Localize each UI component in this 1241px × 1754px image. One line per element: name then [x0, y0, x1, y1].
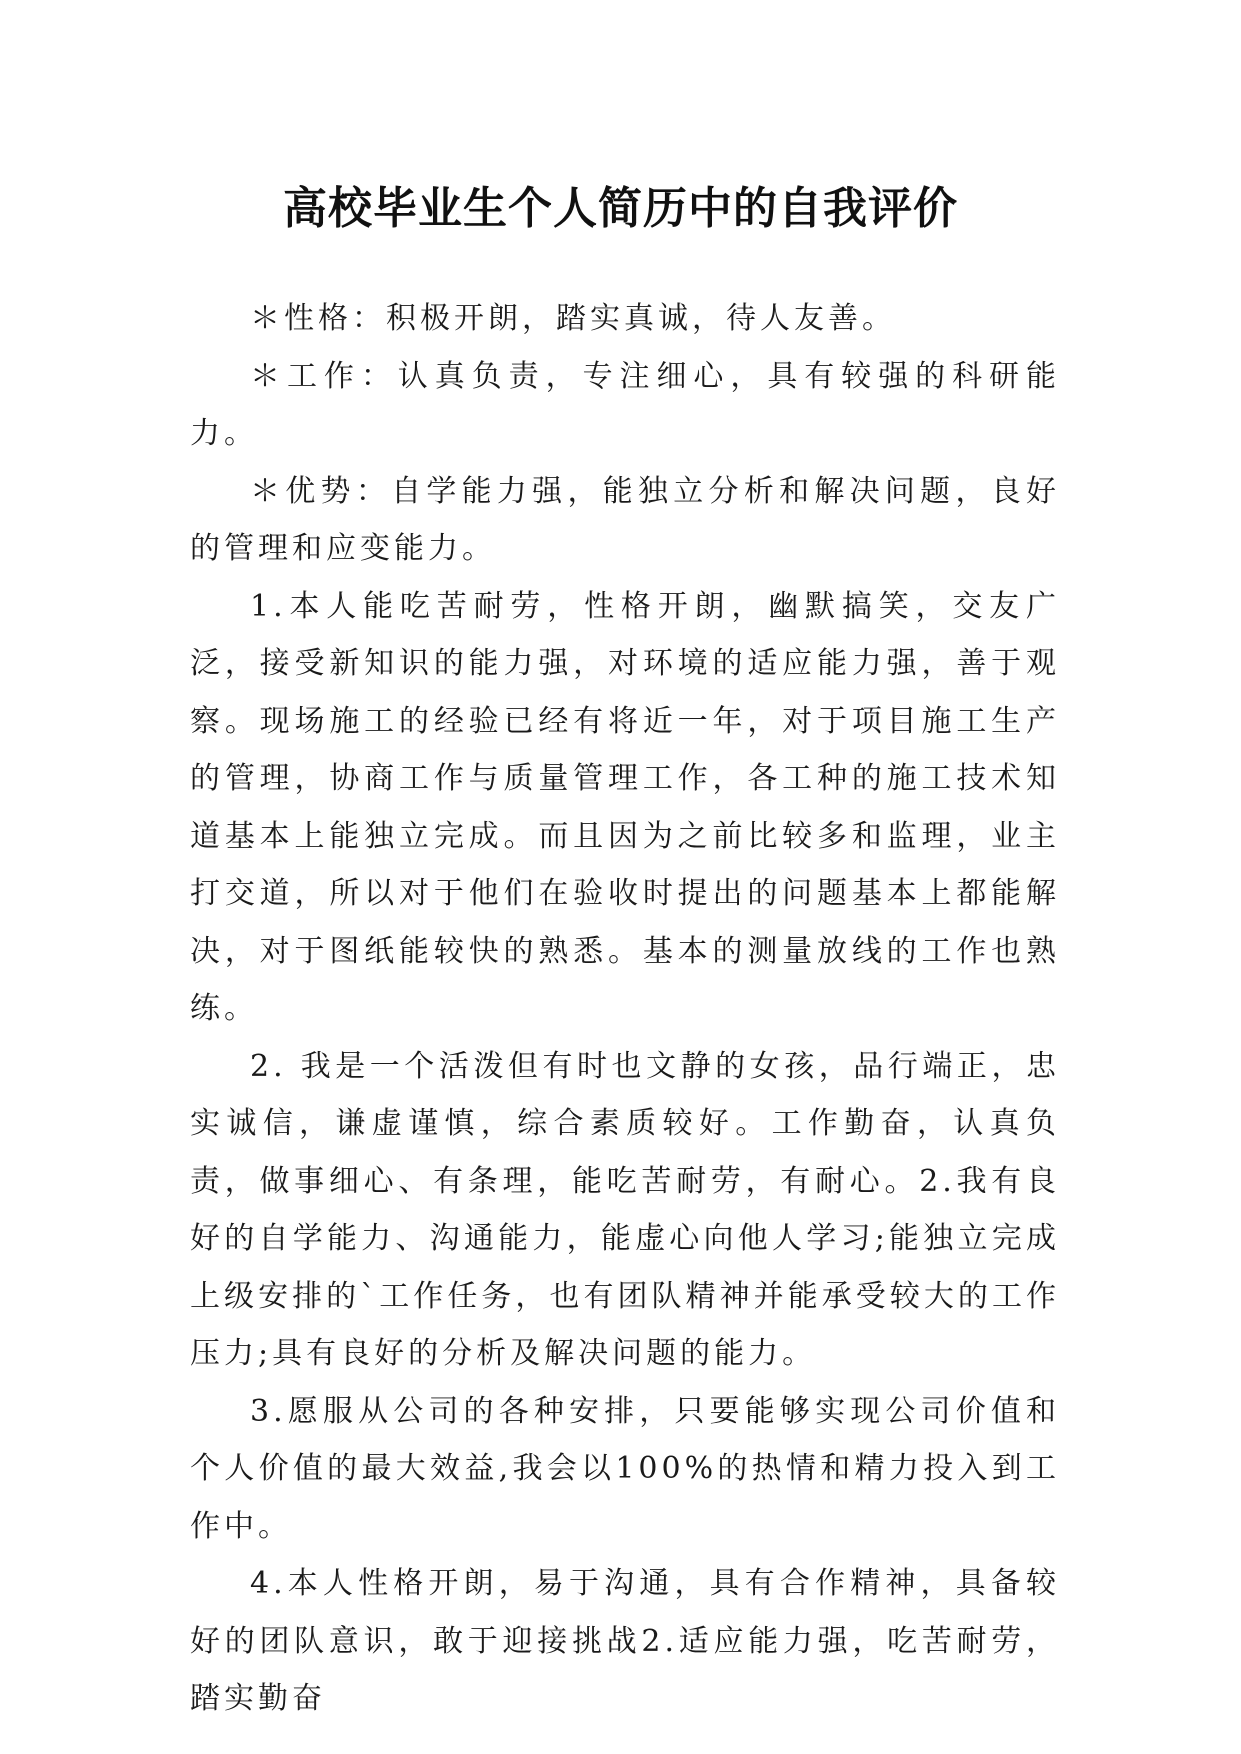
paragraph-item-4: 4.本人性格开朗，易于沟通，具有合作精神，具备较好的团队意识，敢于迎接挑战2.适应能力强，吃苦耐劳，踏实勤奋 [190, 1566, 1060, 1716]
paragraph-item-1: 1.本人能吃苦耐劳，性格开朗，幽默搞笑，交友广泛，接受新知识的能力强，对环境的适应能力强，善于观察。现场施工的经验已经有将近一年，对于项目施工生产的管理，协商工作与质量管理工作，各工种的施工技术知道基本上能独立完成。而且因为之前比较多和监理，业主打交道，所以对于他们在验收时提出的问题基本上都能解决，对于图纸能较快的熟悉。基本的测量放线的工作也熟练。 [190, 588, 1060, 1026]
paragraph-item-3: 3.愿服从公司的各种安排，只要能够实现公司价值和个人价值的最大效益,我会以100%的热情和精力投入到工作中。 [190, 1393, 1060, 1544]
paragraph-item-2: 2. 我是一个活泼但有时也文静的女孩，品行端正，忠实诚信，谦虚谨慎，综合素质较好。工作勤奋，认真负责，做事细心、有条理，能吃苦耐劳，有耐心。2.我有良好的自学能力、沟通能力，能虚心向他人学习;能独立完成上级安排的`工作任务，也有团队精神并能承受较大的工作压力;具有良好的分析及解决问题的能力。 [190, 1048, 1060, 1371]
paragraph-personality: ＊性格：积极开朗，踏实真诚，待人友善。 [250, 301, 896, 336]
paragraph-work: ＊工作：认真负责，专注细心，具有较强的科研能力。 [190, 358, 1060, 451]
document-title: 高校毕业生个人简历中的自我评价 [283, 183, 958, 235]
document-body [190, 290, 1060, 1728]
paragraph-strengths: ＊优势：自学能力强，能独立分析和解决问题，良好的管理和应变能力。 [190, 473, 1060, 566]
